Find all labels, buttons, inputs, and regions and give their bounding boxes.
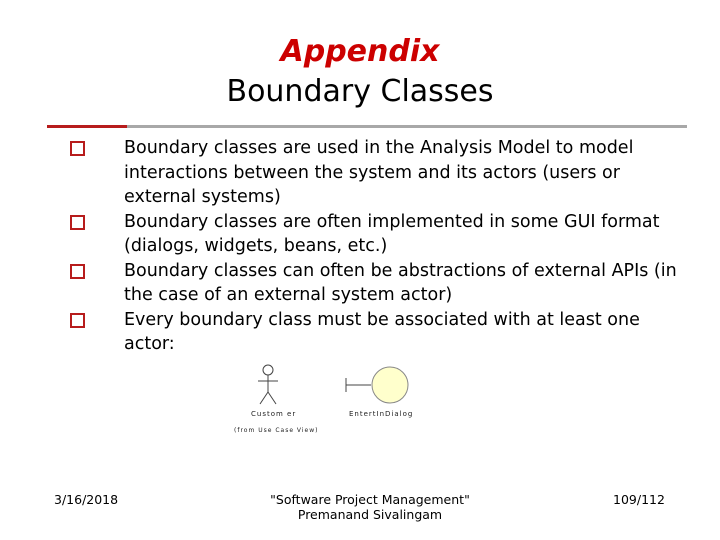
bullet-text: Every boundary class must be associated with at least one actor: (124, 309, 640, 354)
actor-sublabel: (from Use Case View) (234, 427, 319, 434)
actor-stick-figure-icon (258, 365, 278, 404)
actor-label: Custom er (251, 410, 297, 418)
bullet-text: Boundary classes are often implemented in some GUI format (dialogs, widgets, beans, etc.) (124, 211, 660, 256)
slide-title (0, 32, 720, 112)
bullet-box-icon (70, 141, 85, 156)
title-underline (127, 125, 687, 128)
bullet-box-icon (70, 215, 85, 230)
footer-date: 3/16/2018 (54, 492, 119, 507)
bullet-item (70, 136, 690, 210)
bullet-box-icon (70, 313, 85, 328)
bullet-item (70, 259, 690, 308)
boundary-label: EntertInDialog (349, 410, 414, 418)
uml-diagram (225, 362, 425, 442)
footer-course: "Software Project Management" (270, 492, 470, 507)
bullet-item (70, 308, 690, 357)
title-underline-accent (47, 125, 127, 128)
bullet-text: Boundary classes are used in the Analysis Model to model interactions between the system and its actors (users or external systems) (124, 138, 634, 207)
title-appendix: Appendix (280, 34, 440, 69)
bullet-list (70, 136, 690, 357)
footer-page-number: 109/112 (613, 492, 665, 507)
bullet-box-icon (70, 264, 85, 279)
footer-author: Premanand Sivalingam (297, 507, 443, 522)
boundary-class-icon (346, 367, 408, 403)
bullet-item (70, 210, 690, 259)
footer-center (230, 492, 510, 522)
title-boundary-classes: Boundary Classes (226, 74, 494, 109)
bullet-text: Boundary classes can often be abstractions of external APIs (in the case of an external system actor) (124, 260, 677, 305)
